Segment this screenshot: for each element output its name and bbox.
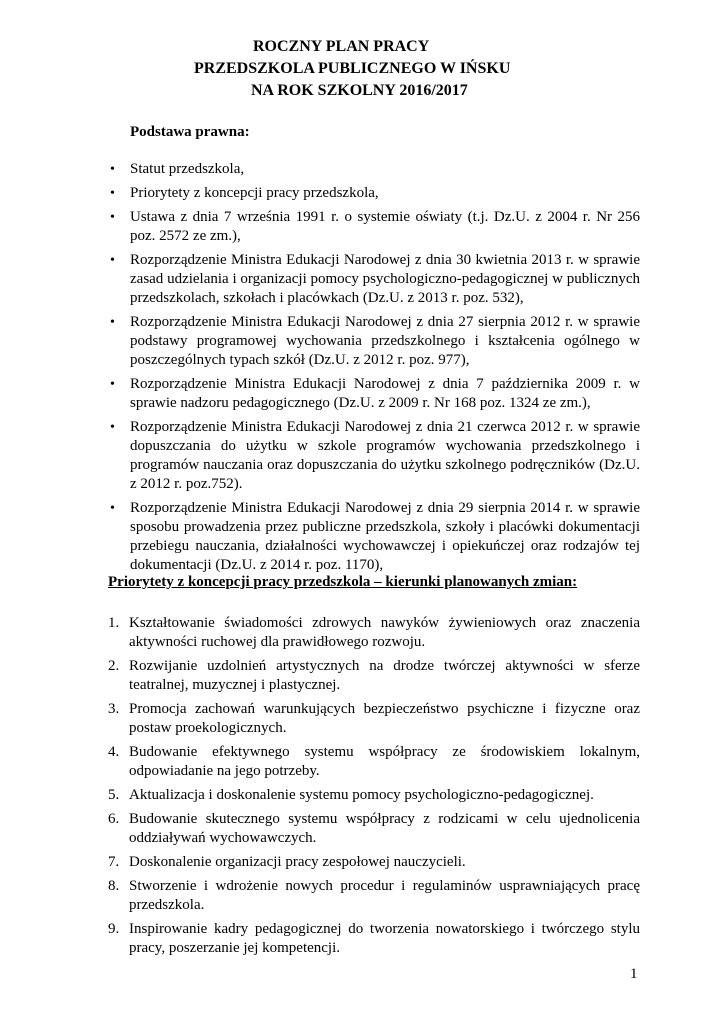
bullet-icon: • (110, 377, 115, 392)
list-item (100, 160, 640, 179)
list-item (100, 375, 640, 413)
list-item-text: Stworzenie i wdrożenie nowych procedur i regulaminów usprawniających pracę przedszkola. (129, 878, 640, 913)
legal-basis-list (100, 160, 640, 580)
title-line-3: NA ROK SZKOLNY 2016/2017 (251, 82, 468, 99)
list-item (100, 313, 640, 370)
list-item (100, 184, 640, 203)
list-item-text: Budowanie skutecznego systemu współpracy z rodzicami w celu ujednolicenia oddziaływań wychowawczych. (129, 811, 640, 846)
list-item (100, 418, 640, 494)
list-item (108, 853, 640, 872)
page-number: 1 (630, 966, 638, 982)
list-item-text: Priorytety z koncepcji pracy przedszkola, (130, 185, 379, 201)
bullet-icon: • (110, 420, 115, 435)
item-number: 3. (108, 701, 120, 717)
list-item (108, 743, 640, 781)
list-item-text: Rozwijanie uzdolnień artystycznych na drodze twórczej aktywności w sferze teatralnej, muzycznej i plastycznej. (129, 658, 640, 693)
list-item (100, 499, 640, 575)
list-item-text: Aktualizacja i doskonalenie systemu pomocy psychologiczno-pedagogicznej. (129, 787, 594, 803)
list-item-text: Kształtowanie świadomości zdrowych nawyków żywieniowych oraz znaczenia aktywności ruchowej dla prawidłowego rozwoju. (129, 615, 640, 650)
item-number: 5. (108, 787, 120, 803)
list-item (108, 810, 640, 848)
item-number: 4. (108, 744, 120, 760)
document-title (0, 36, 725, 102)
title-line-1: ROCZNY PLAN PRACY (253, 38, 430, 55)
item-number: 7. (108, 854, 120, 870)
list-item (108, 657, 640, 695)
bullet-icon: • (110, 186, 115, 201)
list-item (100, 251, 640, 308)
list-item (108, 614, 640, 652)
list-item-text: Rozporządzenie Ministra Edukacji Narodowej z dnia 27 sierpnia 2012 r. w sprawie podstawy programowej wychowania przedszkolnego i kształcenia ogólnego w poszczególnych typach szkół (Dz.U. z 2012 r. poz. 977), (130, 314, 640, 368)
list-item (100, 208, 640, 246)
item-number: 2. (108, 658, 120, 674)
list-item-text: Rozporządzenie Ministra Edukacji Narodowej z dnia 21 czerwca 2012 r. w sprawie dopuszczania do użytku w szkole programów wychowania przedszkolnego i programów nauczania oraz dopuszczania do użytku szkolnego podręczników (Dz.U. z 2012 r. poz.752). (130, 419, 640, 492)
list-item-text: Inspirowanie kadry pedagogicznej do tworzenia nowatorskiego i twórczego stylu pracy, poszerzanie jej kompetencji. (129, 921, 640, 956)
priorities-heading: Priorytety z koncepcji pracy przedszkola – kierunki planowanych zmian: (108, 574, 578, 590)
list-item-text: Rozporządzenie Ministra Edukacji Narodowej z dnia 29 sierpnia 2014 r. w sprawie sposobu prowadzenia przez publiczne przedszkola, szkoły i placówki dokumentacji przebiegu nauczania, działalności wychowawczej i opiekuńczej oraz rodzajów tej dokumentacji (Dz.U. z 2014 r. poz. 1170), (130, 500, 640, 573)
list-item (108, 700, 640, 738)
list-item-text: Rozporządzenie Ministra Edukacji Narodowej z dnia 30 kwietnia 2013 r. w sprawie zasad udzielania i organizacji pomocy psychologiczno-pedagogicznej w publicznych przedszkolach, szkołach i placówkach (Dz.U. z 2013 r. poz. 532), (130, 252, 640, 306)
list-item-text: Promocja zachowań warunkujących bezpieczeństwo psychiczne i fizyczne oraz postaw proekologicznych. (129, 701, 640, 736)
list-item-text: Doskonalenie organizacji pracy zespołowej nauczycieli. (129, 854, 466, 870)
list-item-text: Statut przedszkola, (130, 161, 245, 177)
item-number: 6. (108, 811, 120, 827)
list-item-text: Ustawa z dnia 7 września 1991 r. o systemie oświaty (t.j. Dz.U. z 2004 r. Nr 256 poz. 2572 ze zm.), (130, 209, 640, 244)
list-item (108, 877, 640, 915)
list-item-text: Budowanie efektywnego systemu współpracy ze środowiskiem lokalnym, odpowiadanie na jego potrzeby. (129, 744, 640, 779)
item-number: 8. (108, 878, 120, 894)
bullet-icon: • (110, 501, 115, 516)
list-item (108, 920, 640, 958)
legal-basis-heading: Podstawa prawna: (130, 124, 250, 140)
priorities-list (108, 614, 640, 963)
bullet-icon: • (110, 253, 115, 268)
title-line-2: PRZEDSZKOLA PUBLICZNEGO W IŃSKU (194, 60, 511, 77)
item-number: 9. (108, 921, 120, 937)
list-item (108, 786, 640, 805)
list-item-text: Rozporządzenie Ministra Edukacji Narodowej z dnia 7 października 2009 r. w sprawie nadzoru pedagogicznego (Dz.U. z 2009 r. Nr 168 poz. 1324 ze zm.), (130, 376, 640, 411)
item-number: 1. (108, 615, 120, 631)
bullet-icon: • (110, 210, 115, 225)
bullet-icon: • (110, 315, 115, 330)
bullet-icon: • (110, 162, 115, 177)
